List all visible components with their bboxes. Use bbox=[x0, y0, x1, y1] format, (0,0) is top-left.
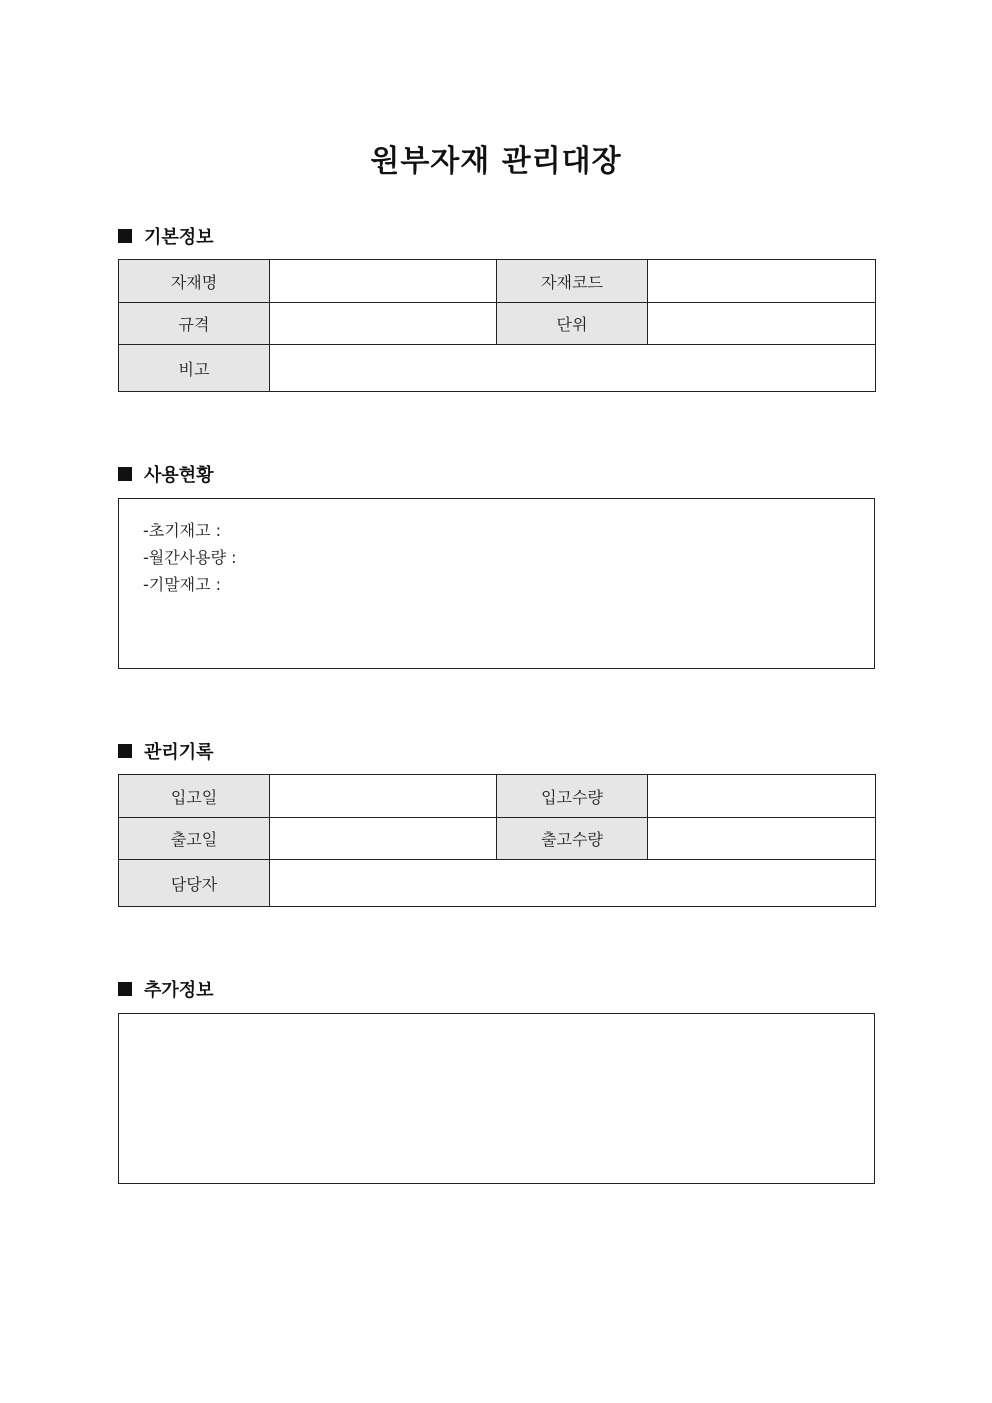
out-qty-field[interactable] bbox=[648, 818, 876, 860]
section-usage-heading bbox=[118, 461, 214, 487]
material-code-label: 자재코드 bbox=[497, 260, 648, 303]
section-usage-title: 사용현황 bbox=[144, 465, 214, 486]
monthly-usage-line: -월간사용량 : bbox=[143, 548, 237, 567]
material-code-field[interactable] bbox=[648, 260, 876, 303]
section-basic-info-heading bbox=[118, 223, 214, 249]
document-title: 원부자재 관리대장 bbox=[370, 144, 622, 179]
manager-field[interactable] bbox=[270, 860, 876, 907]
section-records-heading bbox=[118, 738, 214, 764]
in-qty-label: 입고수량 bbox=[497, 775, 648, 818]
in-qty-field[interactable] bbox=[648, 775, 876, 818]
square-bullet-icon bbox=[118, 744, 132, 758]
section-records-title: 관리기록 bbox=[144, 742, 214, 763]
manager-label: 담당자 bbox=[119, 860, 270, 907]
spec-label: 규격 bbox=[119, 303, 270, 345]
square-bullet-icon bbox=[118, 982, 132, 996]
spec-field[interactable] bbox=[270, 303, 497, 345]
unit-field[interactable] bbox=[648, 303, 876, 345]
out-qty-label: 출고수량 bbox=[497, 818, 648, 860]
section-additional-heading bbox=[118, 976, 214, 1002]
remarks-field[interactable] bbox=[270, 345, 876, 392]
section-additional-title: 추가정보 bbox=[144, 980, 214, 1001]
out-date-field[interactable] bbox=[270, 818, 497, 860]
records-table bbox=[118, 774, 876, 907]
basic-info-table bbox=[118, 259, 876, 392]
square-bullet-icon bbox=[118, 467, 132, 481]
initial-stock-line: -초기재고 : bbox=[143, 521, 222, 540]
out-date-label: 출고일 bbox=[119, 818, 270, 860]
unit-label: 단위 bbox=[497, 303, 648, 345]
ending-stock-line: -기말재고 : bbox=[143, 575, 222, 594]
in-date-label: 입고일 bbox=[119, 775, 270, 818]
square-bullet-icon bbox=[118, 229, 132, 243]
material-name-label: 자재명 bbox=[119, 260, 270, 303]
material-name-field[interactable] bbox=[270, 260, 497, 303]
remarks-label: 비고 bbox=[119, 345, 270, 392]
section-basic-info-title: 기본정보 bbox=[144, 227, 214, 248]
in-date-field[interactable] bbox=[270, 775, 497, 818]
additional-info-box[interactable] bbox=[118, 1013, 875, 1184]
usage-box[interactable] bbox=[118, 498, 875, 669]
